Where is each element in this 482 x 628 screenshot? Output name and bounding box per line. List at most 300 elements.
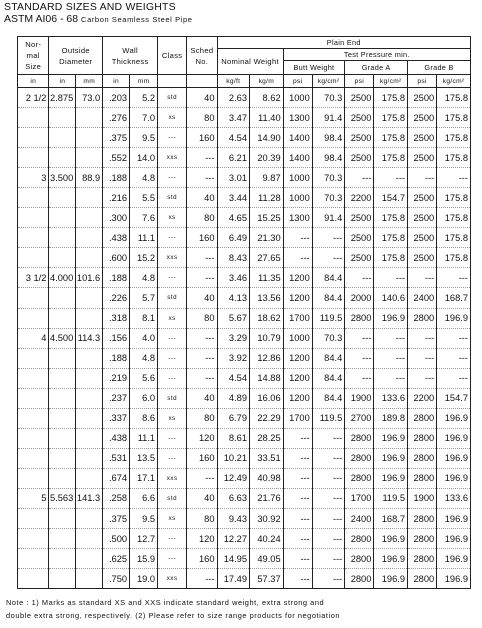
cell-grade-b-psi: 2800 — [408, 408, 437, 428]
cell-grade-b-psi: 2500 — [408, 108, 437, 128]
cell-nominal-size — [18, 208, 49, 228]
cell-weight-kgm: 21.76 — [250, 488, 284, 508]
cell-wall-mm: 5.2 — [130, 88, 158, 108]
cell-weight-kgft: 14.95 — [217, 549, 250, 569]
table-row — [18, 328, 471, 348]
cell-grade-b-kgcm2: --- — [437, 368, 471, 388]
cell-class: xxs — [158, 248, 187, 268]
cell-butt-psi: --- — [283, 508, 312, 528]
cell-class: std — [158, 488, 187, 508]
cell-grade-a-psi: 2700 — [345, 408, 374, 428]
header-grade-a: Grade A — [345, 61, 408, 75]
cell-wall-in: .318 — [103, 308, 130, 328]
cell-butt-psi: --- — [283, 448, 312, 468]
table-row — [18, 248, 471, 268]
cell-weight-kgft: 3.92 — [217, 348, 250, 368]
cell-sched-no: --- — [187, 248, 217, 268]
cell-class: xxs — [158, 569, 187, 589]
cell-class: --- — [158, 448, 187, 468]
footnote-line-2: double extra strong, respectively. (2) Please refer to size range products for negotiation — [6, 610, 341, 620]
cell-grade-b-kgcm2: --- — [437, 348, 471, 368]
header-test-pressure: Test Pressure min. — [283, 49, 470, 61]
cell-grade-a-kgcm2: --- — [374, 168, 408, 188]
cell-sched-no: --- — [187, 328, 217, 348]
cell-grade-b-psi: --- — [408, 168, 437, 188]
cell-grade-a-psi: 2800 — [345, 468, 374, 488]
footnote-line-1: Note : 1) Marks as standard XS and XXS indicate standard weight, extra strong and — [6, 598, 325, 607]
cell-grade-b-psi: 2500 — [408, 188, 437, 208]
cell-class: --- — [158, 328, 187, 348]
cell-weight-kgft: 17.49 — [217, 569, 250, 589]
cell-weight-kgm: 22.29 — [250, 408, 284, 428]
header-butt-weight: Butt Weight — [283, 61, 345, 75]
cell-od-in — [49, 468, 76, 488]
cell-grade-a-kgcm2: 168.7 — [374, 508, 408, 528]
units-row — [18, 75, 471, 88]
unit-cell: in — [103, 75, 130, 88]
cell-grade-a-kgcm2: 175.8 — [374, 128, 408, 148]
cell-od-in — [49, 569, 76, 589]
cell-grade-b-psi: 2500 — [408, 148, 437, 168]
cell-grade-a-kgcm2: 133.6 — [374, 388, 408, 408]
cell-class: --- — [158, 368, 187, 388]
cell-grade-b-kgcm2: 175.8 — [437, 108, 471, 128]
cell-grade-a-psi: --- — [345, 268, 374, 288]
cell-grade-b-psi: 2800 — [408, 508, 437, 528]
cell-grade-b-kgcm2: --- — [437, 268, 471, 288]
cell-od-in — [49, 408, 76, 428]
cell-sched-no: 80 — [187, 108, 217, 128]
cell-od-in — [49, 308, 76, 328]
unit-cell: kg/ft — [217, 75, 250, 88]
cell-grade-a-kgcm2: 175.8 — [374, 108, 408, 128]
cell-od-mm — [76, 188, 103, 208]
unit-cell: psi — [408, 75, 437, 88]
cell-class: --- — [158, 228, 187, 248]
cell-nominal-size — [18, 148, 49, 168]
cell-grade-a-psi: 2800 — [345, 448, 374, 468]
cell-class: --- — [158, 268, 187, 288]
cell-nominal-size: 2 1/2 — [18, 88, 49, 108]
cell-butt-psi: --- — [283, 228, 312, 248]
cell-butt-psi: 1200 — [283, 268, 312, 288]
cell-class: xs — [158, 308, 187, 328]
table-row — [18, 428, 471, 448]
cell-class: --- — [158, 168, 187, 188]
cell-grade-a-psi: --- — [345, 348, 374, 368]
cell-grade-b-psi: 2800 — [408, 529, 437, 549]
cell-butt-psi: 1200 — [283, 348, 312, 368]
cell-butt-kgcm2: 84.4 — [312, 268, 345, 288]
table-row — [18, 488, 471, 508]
table-row — [18, 368, 471, 388]
header-nominal-size: Nor- mal Size — [18, 37, 49, 75]
cell-weight-kgm: 16.06 — [250, 388, 284, 408]
table-header — [18, 37, 471, 88]
cell-wall-in: .552 — [103, 148, 130, 168]
sizes-weights-table — [17, 36, 471, 589]
cell-class: xs — [158, 408, 187, 428]
cell-wall-mm: 9.5 — [130, 128, 158, 148]
cell-grade-a-kgcm2: --- — [374, 328, 408, 348]
subtitle-standard: ASTM AI06 - 68 — [4, 13, 79, 25]
cell-grade-a-psi: 2500 — [345, 228, 374, 248]
cell-class: std — [158, 288, 187, 308]
cell-nominal-size — [18, 408, 49, 428]
cell-od-mm — [76, 248, 103, 268]
cell-grade-a-psi: --- — [345, 328, 374, 348]
cell-grade-b-psi: 2800 — [408, 308, 437, 328]
cell-grade-a-kgcm2: 175.8 — [374, 148, 408, 168]
cell-sched-no: 40 — [187, 288, 217, 308]
cell-butt-psi: 1400 — [283, 128, 312, 148]
cell-wall-in: .226 — [103, 288, 130, 308]
cell-butt-kgcm2: --- — [312, 508, 345, 528]
cell-class: xs — [158, 208, 187, 228]
cell-grade-a-psi: --- — [345, 168, 374, 188]
cell-sched-no: --- — [187, 468, 217, 488]
cell-od-in — [49, 448, 76, 468]
unit-cell: kg/cm² — [374, 75, 408, 88]
cell-wall-in: .531 — [103, 448, 130, 468]
cell-od-mm — [76, 448, 103, 468]
cell-od-mm: 88.9 — [76, 168, 103, 188]
cell-butt-psi: --- — [283, 488, 312, 508]
table-row — [18, 148, 471, 168]
cell-butt-psi: --- — [283, 549, 312, 569]
cell-butt-kgcm2: 98.4 — [312, 128, 345, 148]
unit-cell: kg/cm² — [437, 75, 471, 88]
cell-nominal-size — [18, 308, 49, 328]
cell-wall-mm: 9.5 — [130, 508, 158, 528]
cell-od-in — [49, 549, 76, 569]
cell-sched-no: --- — [187, 348, 217, 368]
cell-sched-no: 80 — [187, 208, 217, 228]
cell-grade-a-kgcm2: --- — [374, 268, 408, 288]
cell-grade-a-kgcm2: --- — [374, 368, 408, 388]
table-row — [18, 508, 471, 528]
page-title: STANDARD SIZES AND WEIGHTS — [4, 1, 176, 13]
cell-grade-b-psi: --- — [408, 368, 437, 388]
cell-wall-in: .219 — [103, 368, 130, 388]
cell-grade-b-psi: 2400 — [408, 288, 437, 308]
header-outside-diameter: Outside Diameter — [49, 37, 103, 75]
cell-class: xxs — [158, 468, 187, 488]
cell-butt-psi: 1000 — [283, 88, 312, 108]
cell-grade-b-psi: 2200 — [408, 388, 437, 408]
cell-weight-kgft: 5.67 — [217, 308, 250, 328]
cell-wall-in: .438 — [103, 428, 130, 448]
cell-wall-in: .188 — [103, 168, 130, 188]
table-row — [18, 108, 471, 128]
cell-butt-kgcm2: 119.5 — [312, 408, 345, 428]
cell-class: --- — [158, 549, 187, 569]
table-row — [18, 408, 471, 428]
title-block — [4, 2, 193, 26]
cell-sched-no: 120 — [187, 428, 217, 448]
cell-butt-psi: 1200 — [283, 288, 312, 308]
cell-grade-b-psi: 2500 — [408, 248, 437, 268]
cell-butt-psi: 1700 — [283, 408, 312, 428]
cell-class: --- — [158, 529, 187, 549]
cell-grade-a-kgcm2: 189.8 — [374, 408, 408, 428]
cell-butt-psi: --- — [283, 428, 312, 448]
cell-od-in — [49, 388, 76, 408]
cell-sched-no: 80 — [187, 408, 217, 428]
cell-wall-mm: 14.0 — [130, 148, 158, 168]
cell-nominal-size — [18, 529, 49, 549]
cell-nominal-size — [18, 368, 49, 388]
cell-weight-kgft: 4.54 — [217, 128, 250, 148]
cell-grade-b-kgcm2: 196.9 — [437, 428, 471, 448]
cell-nominal-size: 4 — [18, 328, 49, 348]
cell-sched-no: --- — [187, 368, 217, 388]
cell-wall-mm: 4.8 — [130, 348, 158, 368]
cell-weight-kgm: 40.24 — [250, 529, 284, 549]
cell-weight-kgm: 57.37 — [250, 569, 284, 589]
cell-weight-kgm: 10.79 — [250, 328, 284, 348]
page-subtitle — [4, 13, 193, 26]
cell-butt-kgcm2: --- — [312, 228, 345, 248]
cell-grade-a-kgcm2: 175.8 — [374, 88, 408, 108]
cell-od-mm — [76, 569, 103, 589]
cell-od-mm — [76, 308, 103, 328]
cell-wall-mm: 15.2 — [130, 248, 158, 268]
cell-weight-kgft: 12.27 — [217, 529, 250, 549]
cell-od-in — [49, 288, 76, 308]
cell-grade-a-kgcm2: 175.8 — [374, 228, 408, 248]
cell-sched-no: 120 — [187, 529, 217, 549]
cell-butt-psi: 1000 — [283, 188, 312, 208]
cell-grade-a-psi: --- — [345, 368, 374, 388]
cell-weight-kgft: 8.61 — [217, 428, 250, 448]
cell-grade-b-psi: 2800 — [408, 569, 437, 589]
cell-weight-kgm: 27.65 — [250, 248, 284, 268]
cell-butt-kgcm2: --- — [312, 488, 345, 508]
table-row — [18, 348, 471, 368]
cell-butt-psi: 1300 — [283, 108, 312, 128]
cell-grade-b-psi: --- — [408, 348, 437, 368]
cell-sched-no: 40 — [187, 388, 217, 408]
table-row — [18, 268, 471, 288]
cell-grade-b-psi: --- — [408, 268, 437, 288]
cell-od-mm: 73.0 — [76, 88, 103, 108]
cell-grade-a-psi: 2000 — [345, 288, 374, 308]
cell-grade-a-kgcm2: 196.9 — [374, 308, 408, 328]
cell-grade-a-kgcm2: 196.9 — [374, 448, 408, 468]
cell-sched-no: --- — [187, 168, 217, 188]
cell-butt-psi: --- — [283, 468, 312, 488]
cell-butt-kgcm2: 70.3 — [312, 188, 345, 208]
cell-weight-kgm: 49.05 — [250, 549, 284, 569]
cell-butt-kgcm2: 98.4 — [312, 148, 345, 168]
cell-weight-kgft: 3.46 — [217, 268, 250, 288]
cell-grade-a-psi: 1700 — [345, 488, 374, 508]
cell-weight-kgft: 4.13 — [217, 288, 250, 308]
cell-butt-psi: --- — [283, 248, 312, 268]
cell-butt-psi: 1700 — [283, 308, 312, 328]
cell-nominal-size — [18, 348, 49, 368]
cell-wall-in: .438 — [103, 228, 130, 248]
unit-cell: psi — [345, 75, 374, 88]
cell-grade-a-psi: 2800 — [345, 549, 374, 569]
cell-wall-in: .750 — [103, 569, 130, 589]
cell-wall-mm: 6.6 — [130, 488, 158, 508]
table-row — [18, 88, 471, 108]
cell-grade-a-kgcm2: 175.8 — [374, 248, 408, 268]
table-row — [18, 569, 471, 589]
cell-od-mm — [76, 108, 103, 128]
cell-weight-kgm: 18.62 — [250, 308, 284, 328]
unit-cell: in — [18, 75, 49, 88]
cell-nominal-size — [18, 468, 49, 488]
cell-od-in: 2.875 — [49, 88, 76, 108]
cell-grade-a-psi: 2800 — [345, 428, 374, 448]
cell-weight-kgft: 3.44 — [217, 188, 250, 208]
cell-butt-kgcm2: --- — [312, 448, 345, 468]
cell-weight-kgm: 20.39 — [250, 148, 284, 168]
cell-od-mm — [76, 549, 103, 569]
cell-grade-a-psi: 2500 — [345, 128, 374, 148]
table-row — [18, 388, 471, 408]
table-row — [18, 188, 471, 208]
cell-wall-mm: 5.7 — [130, 288, 158, 308]
cell-weight-kgft: 2.63 — [217, 88, 250, 108]
cell-od-mm — [76, 348, 103, 368]
cell-grade-b-kgcm2: 196.9 — [437, 448, 471, 468]
cell-grade-b-kgcm2: 196.9 — [437, 529, 471, 549]
subtitle-product: Carbon Seamless Steel Pipe — [81, 15, 193, 24]
cell-sched-no: --- — [187, 268, 217, 288]
cell-weight-kgft: 3.29 — [217, 328, 250, 348]
unit-cell — [187, 75, 217, 88]
cell-nominal-size — [18, 228, 49, 248]
cell-grade-b-kgcm2: 175.8 — [437, 148, 471, 168]
cell-class: --- — [158, 348, 187, 368]
cell-grade-a-psi: 2500 — [345, 88, 374, 108]
cell-od-in — [49, 208, 76, 228]
cell-od-mm: 101.6 — [76, 268, 103, 288]
unit-cell: in — [49, 75, 76, 88]
table-row — [18, 308, 471, 328]
cell-nominal-size — [18, 569, 49, 589]
cell-nominal-size — [18, 549, 49, 569]
cell-weight-kgm: 21.30 — [250, 228, 284, 248]
cell-nominal-size — [18, 288, 49, 308]
cell-butt-kgcm2: 70.3 — [312, 168, 345, 188]
cell-butt-kgcm2: --- — [312, 248, 345, 268]
cell-grade-a-kgcm2: 196.9 — [374, 549, 408, 569]
cell-wall-in: .300 — [103, 208, 130, 228]
cell-butt-kgcm2: 84.4 — [312, 348, 345, 368]
cell-weight-kgm: 11.35 — [250, 268, 284, 288]
cell-grade-a-kgcm2: --- — [374, 348, 408, 368]
cell-od-in — [49, 348, 76, 368]
cell-weight-kgft: 6.79 — [217, 408, 250, 428]
cell-weight-kgft: 9.43 — [217, 508, 250, 528]
cell-od-mm — [76, 529, 103, 549]
cell-wall-mm: 19.0 — [130, 569, 158, 589]
cell-od-in — [49, 508, 76, 528]
cell-grade-b-kgcm2: 168.7 — [437, 288, 471, 308]
cell-od-in — [49, 428, 76, 448]
cell-grade-a-kgcm2: 175.8 — [374, 208, 408, 228]
cell-od-mm: 141.3 — [76, 488, 103, 508]
cell-weight-kgft: 12.49 — [217, 468, 250, 488]
cell-od-mm — [76, 508, 103, 528]
cell-od-mm — [76, 388, 103, 408]
unit-cell — [158, 75, 187, 88]
cell-class: std — [158, 188, 187, 208]
header-sched-no: Sched No. — [187, 37, 217, 75]
cell-nominal-size — [18, 188, 49, 208]
cell-grade-b-psi: 2800 — [408, 549, 437, 569]
cell-class: xs — [158, 108, 187, 128]
cell-sched-no: 80 — [187, 508, 217, 528]
cell-sched-no: --- — [187, 569, 217, 589]
cell-nominal-size — [18, 508, 49, 528]
cell-od-mm — [76, 208, 103, 228]
cell-weight-kgm: 28.25 — [250, 428, 284, 448]
table-row — [18, 168, 471, 188]
cell-wall-in: .600 — [103, 248, 130, 268]
cell-weight-kgm: 11.28 — [250, 188, 284, 208]
cell-sched-no: --- — [187, 148, 217, 168]
cell-butt-psi: 1300 — [283, 208, 312, 228]
cell-wall-mm: 11.1 — [130, 428, 158, 448]
cell-grade-b-psi: 2800 — [408, 428, 437, 448]
cell-od-in — [49, 248, 76, 268]
cell-grade-b-psi: 2500 — [408, 88, 437, 108]
cell-grade-b-kgcm2: 175.8 — [437, 88, 471, 108]
cell-grade-b-psi: 2800 — [408, 468, 437, 488]
unit-cell: psi — [283, 75, 312, 88]
cell-grade-a-kgcm2: 196.9 — [374, 569, 408, 589]
cell-nominal-size — [18, 428, 49, 448]
cell-od-in: 4.000 — [49, 268, 76, 288]
cell-grade-b-psi: 2500 — [408, 208, 437, 228]
cell-grade-a-psi: 2500 — [345, 148, 374, 168]
cell-od-in — [49, 228, 76, 248]
cell-grade-a-psi: 1900 — [345, 388, 374, 408]
cell-butt-psi: 1000 — [283, 328, 312, 348]
cell-weight-kgft: 6.63 — [217, 488, 250, 508]
cell-od-in — [49, 188, 76, 208]
cell-class: --- — [158, 128, 187, 148]
cell-grade-b-psi: 2800 — [408, 448, 437, 468]
cell-wall-mm: 15.9 — [130, 549, 158, 569]
cell-wall-mm: 8.6 — [130, 408, 158, 428]
cell-weight-kgft: 4.65 — [217, 208, 250, 228]
cell-od-mm — [76, 408, 103, 428]
table-body — [18, 88, 471, 589]
cell-od-mm — [76, 288, 103, 308]
cell-od-mm — [76, 128, 103, 148]
cell-wall-mm: 17.1 — [130, 468, 158, 488]
cell-wall-in: .203 — [103, 88, 130, 108]
cell-weight-kgm: 11.40 — [250, 108, 284, 128]
cell-od-in: 3.500 — [49, 168, 76, 188]
cell-od-mm — [76, 368, 103, 388]
cell-od-in — [49, 148, 76, 168]
cell-grade-b-psi: --- — [408, 328, 437, 348]
cell-grade-a-psi: 2800 — [345, 569, 374, 589]
cell-class: --- — [158, 428, 187, 448]
cell-class: xxs — [158, 148, 187, 168]
cell-grade-b-kgcm2: --- — [437, 168, 471, 188]
cell-nominal-size — [18, 448, 49, 468]
cell-weight-kgft: 10.21 — [217, 448, 250, 468]
